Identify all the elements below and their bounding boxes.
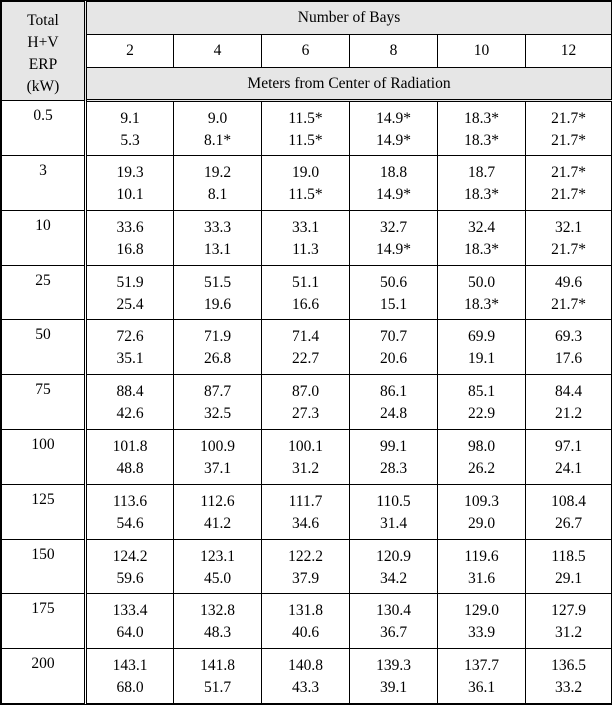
distance-cell [526, 429, 612, 484]
distance-cell [86, 155, 174, 210]
distance-upper: 100.9 [200, 437, 235, 455]
distance-cell [350, 155, 438, 210]
distance-cell [86, 429, 174, 484]
distance-lower: 16.6 [291, 295, 320, 313]
bay-header: 6 [262, 34, 350, 68]
distance-lower: 31.4 [379, 514, 408, 532]
distance-upper: 124.2 [112, 547, 148, 565]
distance-upper: 18.8 [379, 163, 408, 181]
distance-lower: 31.2 [291, 459, 320, 477]
distance-upper: 69.3 [554, 328, 583, 346]
distance-cell [350, 375, 438, 430]
distance-cell [262, 649, 350, 704]
distance-lower: 21.7* [551, 185, 586, 203]
distance-upper: 18.3* [464, 110, 499, 128]
erp-value: 75 [2, 375, 86, 430]
distance-cell [262, 539, 350, 594]
distance-lower: 26.7 [554, 514, 583, 532]
distance-cell [262, 429, 350, 484]
distance-upper: 133.4 [112, 602, 148, 620]
distance-upper: 21.7* [551, 163, 586, 181]
distance-lower: 19.1 [467, 350, 496, 368]
distance-lower: 25.4 [116, 295, 144, 313]
distance-cell [438, 539, 526, 594]
distance-cell [262, 101, 350, 156]
bay-header: 10 [438, 34, 526, 68]
distance-lower: 33.2 [554, 679, 583, 697]
table-row [2, 210, 612, 265]
distance-upper: 85.1 [467, 383, 496, 401]
distance-cell [174, 101, 262, 156]
distance-lower: 20.6 [379, 350, 408, 368]
bays-title: Number of Bays [86, 2, 612, 35]
distance-upper: 88.4 [116, 383, 144, 401]
distance-lower: 48.3 [203, 624, 232, 642]
distance-cell [86, 320, 174, 375]
distance-lower: 5.3 [120, 132, 140, 150]
erp-value: 150 [2, 539, 86, 594]
distance-lower: 37.9 [291, 569, 320, 587]
distance-cell [526, 539, 612, 594]
table-row [2, 265, 612, 320]
distance-upper: 32.4 [467, 218, 496, 236]
distance-lower: 45.0 [203, 569, 232, 587]
bay-header: 2 [86, 34, 174, 68]
distance-lower: 37.1 [203, 459, 232, 477]
distance-upper: 9.1 [120, 110, 140, 128]
distance-upper: 127.9 [551, 602, 586, 620]
distance-lower: 18.3* [464, 132, 499, 150]
distance-upper: 9.0 [207, 110, 228, 128]
erp-value: 100 [2, 429, 86, 484]
distance-lower: 14.9* [376, 240, 411, 258]
distance-lower: 29.0 [467, 514, 496, 532]
distance-cell [526, 484, 612, 539]
distance-cell [174, 210, 262, 265]
erp-value: 0.5 [2, 101, 86, 156]
distance-upper: 51.9 [116, 273, 144, 291]
distance-upper: 98.0 [467, 437, 496, 455]
distance-cell [174, 594, 262, 649]
table-row [2, 320, 612, 375]
distance-cell [350, 210, 438, 265]
distance-lower: 59.6 [116, 569, 144, 587]
distance-lower: 32.5 [203, 405, 232, 423]
distance-lower: 43.3 [291, 679, 320, 697]
distance-lower: 22.9 [467, 405, 496, 423]
distance-lower: 41.2 [203, 514, 232, 532]
distance-upper: 120.9 [376, 547, 411, 565]
distance-upper: 111.7 [288, 492, 323, 510]
distance-cell [438, 320, 526, 375]
distance-lower: 26.8 [203, 350, 232, 368]
distance-cell [174, 265, 262, 320]
distance-lower: 40.6 [291, 624, 320, 642]
distance-lower: 11.5* [288, 132, 323, 150]
distance-table [1, 1, 612, 704]
table-row [2, 484, 612, 539]
distance-cell [438, 484, 526, 539]
distance-cell [174, 484, 262, 539]
distance-upper: 131.8 [288, 602, 323, 620]
distance-cell [86, 375, 174, 430]
distance-lower: 34.2 [379, 569, 408, 587]
distance-lower: 8.1 [207, 185, 228, 203]
distance-cell [526, 210, 612, 265]
distance-lower: 8.1* [203, 132, 232, 150]
distance-upper: 33.1 [291, 218, 320, 236]
distance-upper: 71.9 [203, 328, 232, 346]
distance-cell [526, 320, 612, 375]
distance-lower: 36.7 [379, 624, 408, 642]
distance-lower: 33.9 [467, 624, 496, 642]
table-row [2, 539, 612, 594]
distance-upper: 108.4 [551, 492, 586, 510]
distance-upper: 140.8 [288, 657, 323, 675]
distance-lower: 15.1 [379, 295, 408, 313]
distance-cell [438, 375, 526, 430]
distance-cell [86, 649, 174, 704]
distance-lower: 22.7 [291, 350, 320, 368]
distance-cell [526, 594, 612, 649]
table-row [2, 101, 612, 156]
distance-cell [262, 320, 350, 375]
distance-cell [86, 539, 174, 594]
distance-cell [350, 539, 438, 594]
distance-upper: 32.7 [379, 218, 408, 236]
distance-cell [262, 375, 350, 430]
distance-cell [438, 594, 526, 649]
table-row [2, 375, 612, 430]
bay-header: 4 [174, 34, 262, 68]
distance-upper: 50.6 [379, 273, 408, 291]
distance-cell [86, 265, 174, 320]
distance-lower: 42.6 [116, 405, 144, 423]
distance-cell [350, 594, 438, 649]
distance-upper: 33.6 [116, 218, 144, 236]
distance-cell [262, 210, 350, 265]
table-row [2, 649, 612, 704]
distance-lower: 14.9* [376, 132, 411, 150]
distance-upper: 143.1 [112, 657, 148, 675]
distance-lower: 21.7* [551, 240, 586, 258]
distance-upper: 19.2 [203, 163, 232, 181]
corner-line: ERP [28, 56, 58, 73]
distance-lower: 48.8 [116, 459, 144, 477]
distance-cell [526, 101, 612, 156]
distance-cell [174, 539, 262, 594]
distance-cell [174, 429, 262, 484]
distance-cell [86, 594, 174, 649]
distance-cell [262, 484, 350, 539]
distance-upper: 69.9 [467, 328, 496, 346]
distance-lower: 26.2 [467, 459, 496, 477]
distance-upper: 122.2 [288, 547, 323, 565]
distance-lower: 31.2 [554, 624, 583, 642]
distance-upper: 97.1 [554, 437, 583, 455]
distance-cell [438, 649, 526, 704]
distance-upper: 21.7* [551, 110, 586, 128]
distance-lower: 35.1 [116, 350, 144, 368]
distance-upper: 87.7 [203, 383, 232, 401]
erp-value: 200 [2, 649, 86, 704]
distance-upper: 99.1 [379, 437, 408, 455]
distance-lower: 14.9* [376, 185, 411, 203]
distance-upper: 51.5 [203, 273, 232, 291]
erp-value: 125 [2, 484, 86, 539]
distance-upper: 101.8 [112, 437, 148, 455]
table-row [2, 155, 612, 210]
erp-value: 3 [2, 155, 86, 210]
distance-upper: 86.1 [379, 383, 408, 401]
distance-upper: 139.3 [376, 657, 411, 675]
distance-lower: 18.3* [464, 295, 499, 313]
distance-lower: 11.5* [288, 185, 323, 203]
distance-upper: 119.6 [464, 547, 499, 565]
distance-upper: 11.5* [288, 110, 323, 128]
distance-cell [262, 265, 350, 320]
distance-cell [86, 484, 174, 539]
distance-cell [438, 155, 526, 210]
distance-upper: 49.6 [554, 273, 583, 291]
distance-cell [526, 155, 612, 210]
distance-cell [262, 594, 350, 649]
distance-lower: 34.6 [291, 514, 320, 532]
distance-upper: 19.3 [116, 163, 144, 181]
distance-cell [438, 265, 526, 320]
distance-cell [86, 101, 174, 156]
distance-upper: 50.0 [467, 273, 496, 291]
distance-upper: 19.0 [291, 163, 320, 181]
erp-value: 175 [2, 594, 86, 649]
erp-value: 25 [2, 265, 86, 320]
distance-upper: 137.7 [464, 657, 499, 675]
distance-upper: 18.7 [467, 163, 496, 181]
distance-cell [350, 101, 438, 156]
distance-lower: 17.6 [554, 350, 583, 368]
distance-lower: 29.1 [554, 569, 583, 587]
distance-cell [350, 429, 438, 484]
distance-upper: 51.1 [291, 273, 320, 291]
distance-lower: 11.3 [292, 240, 319, 258]
distance-upper: 113.6 [112, 492, 148, 510]
distance-cell [262, 155, 350, 210]
distance-cell [438, 429, 526, 484]
distance-lower: 51.7 [203, 679, 232, 697]
bay-header: 12 [526, 34, 612, 68]
distance-cell [174, 155, 262, 210]
distance-upper: 32.1 [554, 218, 583, 236]
distance-lower: 10.1 [116, 185, 144, 203]
distance-lower: 18.3* [464, 240, 499, 258]
distance-lower: 31.6 [467, 569, 496, 587]
distance-upper: 100.1 [288, 437, 323, 455]
corner-line: H+V [27, 34, 59, 51]
distance-lower: 27.3 [291, 405, 320, 423]
corner-line: Total [27, 12, 59, 29]
distance-cell [438, 210, 526, 265]
distance-cell [438, 101, 526, 156]
distance-lower: 24.8 [379, 405, 408, 423]
distance-upper: 84.4 [554, 383, 583, 401]
erp-value: 10 [2, 210, 86, 265]
distance-upper: 132.8 [200, 602, 235, 620]
distance-lower: 24.1 [554, 459, 583, 477]
distance-upper: 112.6 [200, 492, 235, 510]
distance-cell [350, 320, 438, 375]
distance-lower: 39.1 [379, 679, 408, 697]
distance-upper: 70.7 [379, 328, 408, 346]
distance-cell [174, 375, 262, 430]
distance-lower: 54.6 [116, 514, 144, 532]
table-row [2, 594, 612, 649]
erp-value: 50 [2, 320, 86, 375]
distance-lower: 68.0 [116, 679, 144, 697]
distance-lower: 21.7* [551, 132, 586, 150]
distance-lower: 21.2 [554, 405, 583, 423]
distance-upper: 136.5 [551, 657, 586, 675]
distance-lower: 36.1 [467, 679, 496, 697]
distance-subtitle: Meters from Center of Radiation [86, 68, 612, 101]
distance-lower: 18.3* [464, 185, 499, 203]
distance-cell [526, 375, 612, 430]
distance-upper: 123.1 [200, 547, 235, 565]
distance-upper: 110.5 [376, 492, 411, 510]
distance-upper: 118.5 [551, 547, 586, 565]
distance-lower: 13.1 [203, 240, 232, 258]
corner-line: (kW) [26, 78, 60, 95]
distance-upper: 129.0 [464, 602, 499, 620]
distance-upper: 14.9* [376, 110, 411, 128]
distance-upper: 87.0 [291, 383, 320, 401]
distance-upper: 141.8 [200, 657, 235, 675]
table-row [2, 429, 612, 484]
distance-cell [86, 210, 174, 265]
distance-cell [174, 649, 262, 704]
distance-cell [526, 649, 612, 704]
erp-column-header [2, 2, 86, 101]
distance-lower: 19.6 [203, 295, 232, 313]
distance-upper: 109.3 [464, 492, 499, 510]
bay-header: 8 [350, 34, 438, 68]
distance-lower: 21.7* [551, 295, 586, 313]
distance-cell [350, 484, 438, 539]
distance-lower: 16.8 [116, 240, 144, 258]
distance-cell [350, 649, 438, 704]
distance-upper: 130.4 [376, 602, 411, 620]
distance-upper: 71.4 [291, 328, 320, 346]
distance-upper: 72.6 [116, 328, 144, 346]
distance-cell [350, 265, 438, 320]
distance-upper: 33.3 [203, 218, 232, 236]
distance-cell [526, 265, 612, 320]
distance-lower: 28.3 [379, 459, 408, 477]
distance-lower: 64.0 [116, 624, 144, 642]
distance-cell [174, 320, 262, 375]
